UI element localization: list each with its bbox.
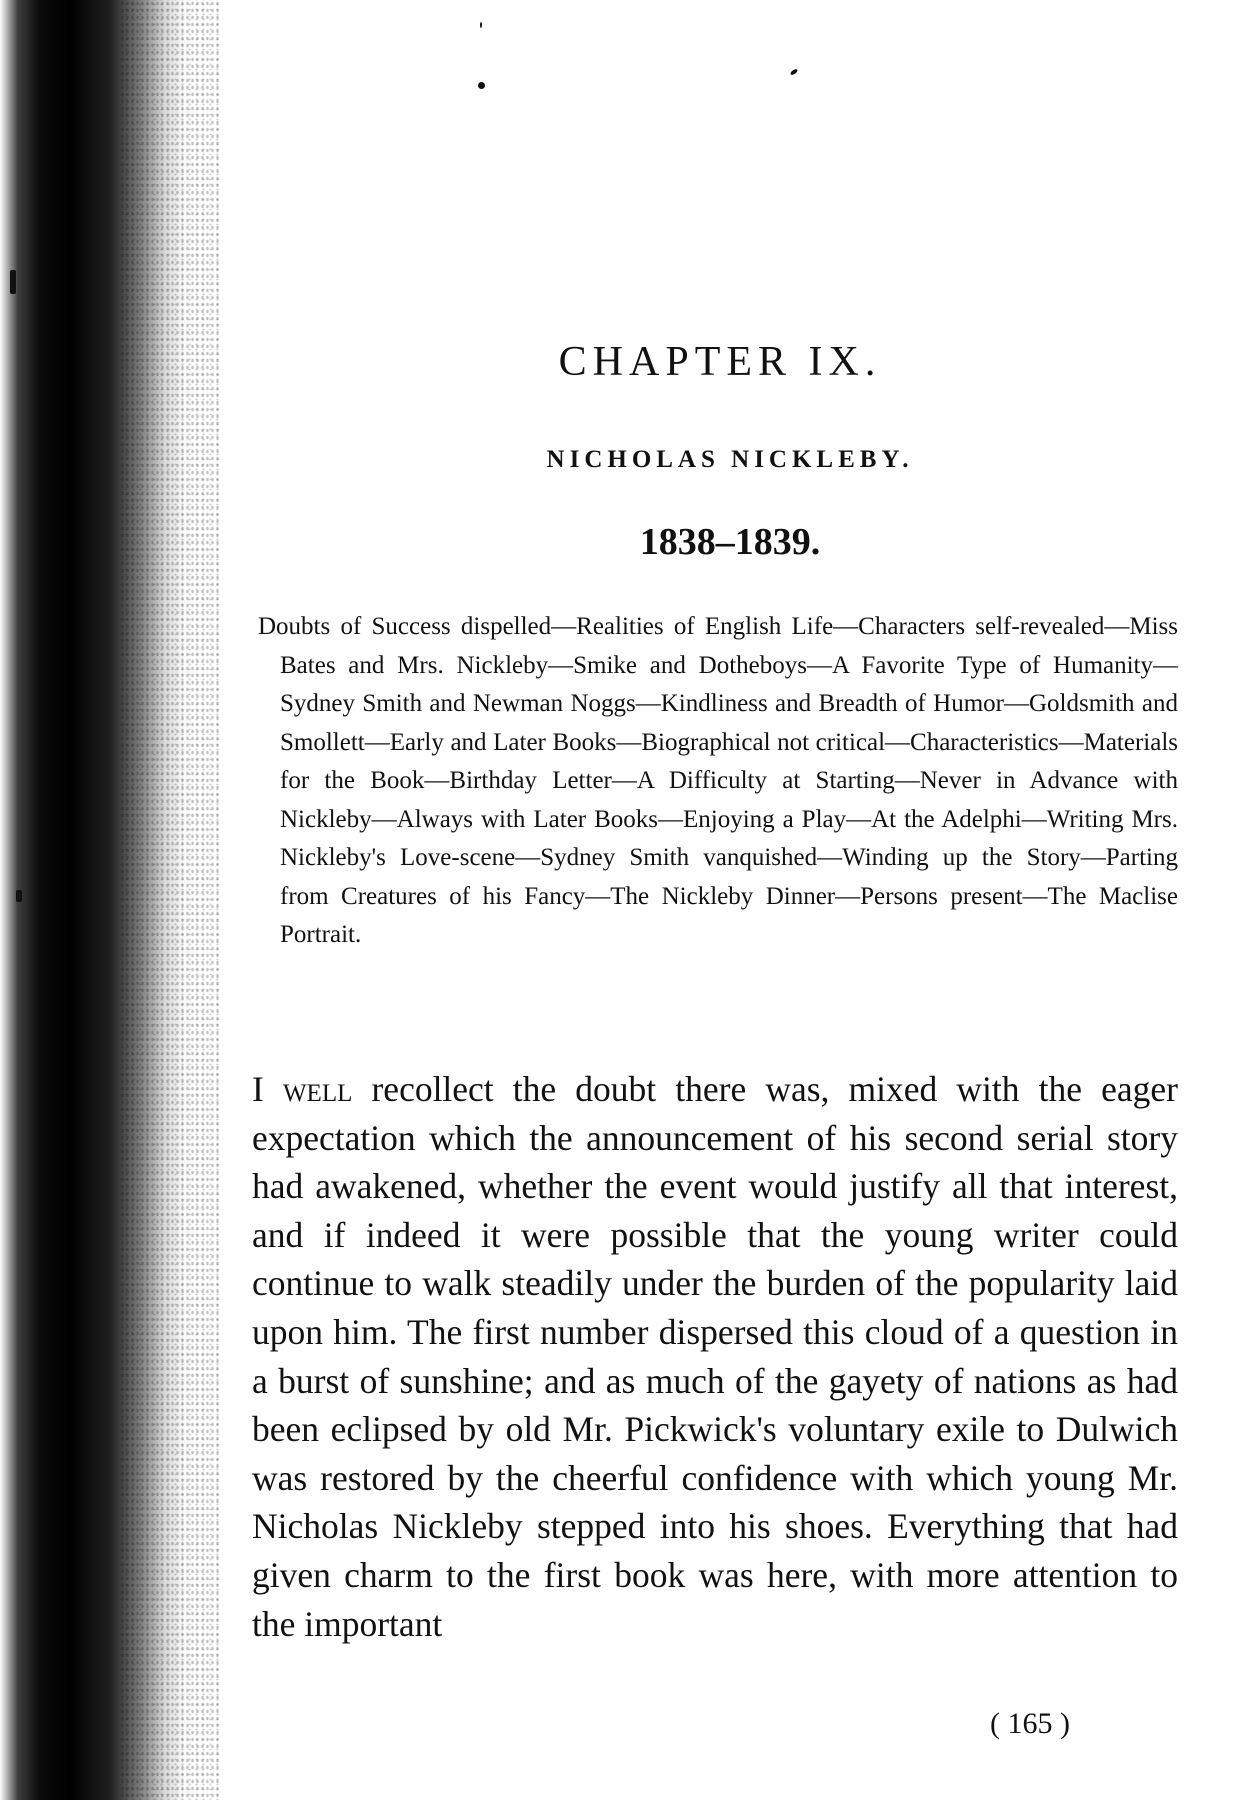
body-paragraph [252,1065,1178,1648]
lead-words: I well [252,1069,353,1109]
page-number: ( 165 ) [990,1707,1070,1740]
scan-noise [120,0,220,1800]
body-paragraph-text: recollect the doubt there was, mixed with the eager expectation which the announcement of his second serial story had awakened, whether the event would justify all that interest, and if indeed it were possible that the young writer could continue to walk steadily under the burden of the popularity laid upon him. The first number dispersed this cloud of a question in a burst of sunshine; and as much of the gayety of nations as had been eclipsed by old Mr. Pickwick's voluntary exile to Dulwich was restored by the cheerful confidence with which young Mr. Nicholas Nickleby stepped into his shoes. Everything that had given charm to the first book was here, with more attention to the important [252,1069,1178,1644]
chapter-years: 1838–1839. [639,521,821,563]
ink-speck [790,68,799,76]
ink-speck [480,22,482,28]
ink-speck [478,82,485,89]
chapter-synopsis: Doubts of Success dispelled—Realities of English Life—Characters self-revealed—Miss Bates and Mrs. Nickleby—Smike and Dotheboys—A Favorite Type of Humanity—Sydney Smith and Newman Noggs—Kindliness and Breadth of Humor—Goldsmith and Smollett—Early and Later Books—Biographical not critical—Characteristics—Materials for the Book—Birthday Letter—A Difficulty at Starting—Never in Advance with Nickleby—Always with Later Books—Enjoying a Play—At the Adelphi—Writing Mrs. Nickleby's Love-scene—Sydney Smith vanquished—Winding up the Story—Parting from Creatures of his Fancy—The Nickleby Dinner—Persons present—The Maclise Portrait. [258,613,1178,948]
ink-speck [16,890,22,902]
chapter-subtitle: NICHOLAS NICKLEBY. [546,446,914,473]
ink-speck [10,270,16,294]
chapter-title: CHAPTER IX. [558,339,882,385]
